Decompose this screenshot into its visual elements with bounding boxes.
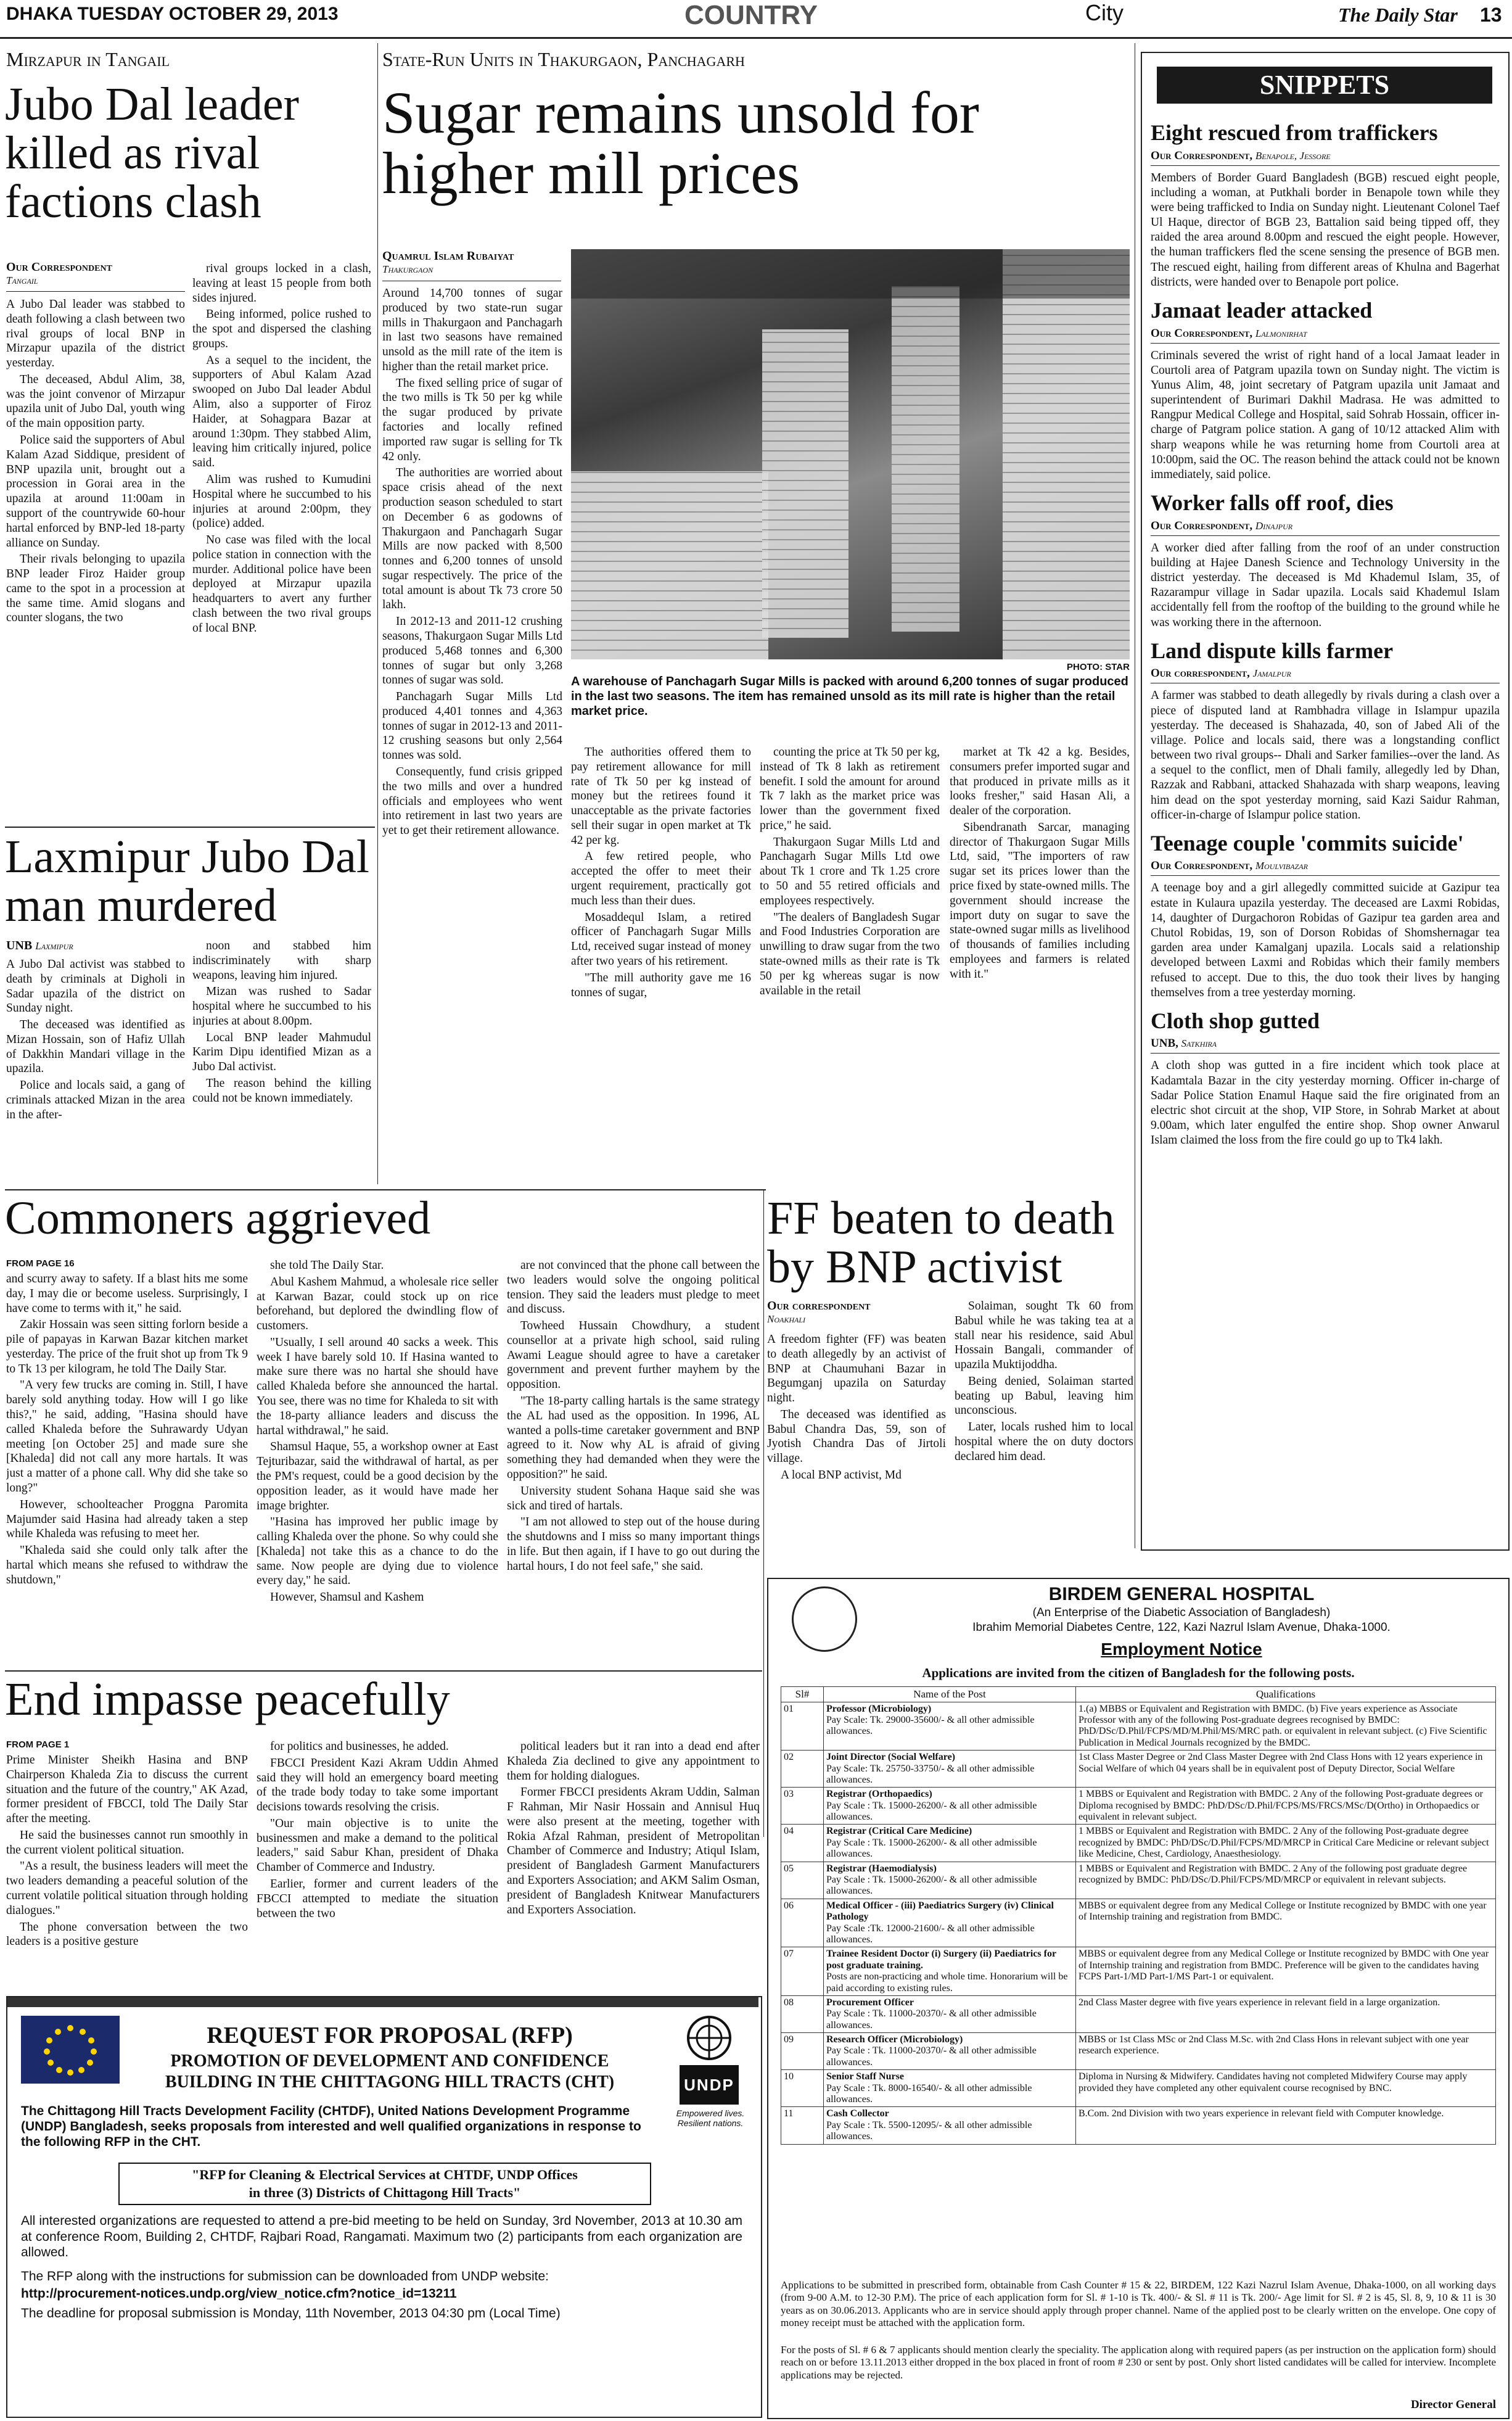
cell-sl: 10 xyxy=(781,2070,824,2107)
birdem-logo-icon xyxy=(792,1586,857,1652)
a4-headline: Commoners aggrieved xyxy=(5,1192,431,1244)
cell-post: Cash Collector Pay Scale : Tk. 5500-12095/- & all other admissible allowances. xyxy=(824,2107,1076,2144)
cell-post: Registrar (Orthopaedics) Pay Scale : Tk. 15000-26200/- & all other admissible allowances. xyxy=(824,1788,1076,1825)
paragraph: Former FBCCI presidents Akram Uddin, Salman F Rahman, Mir Nasir Hossain and Annisul Huq were also present at the meeting, together with Rokia Afzal Rahman, president of Metropolitan Chamber of Commerce and Industry; Atiqul Islam, president of Bangladesh Garment Manufacturers and Exporters Association; and AKM Salim Osman, president of Bangladesh Knitwear Manufacturers and Exporters Association. xyxy=(507,1786,760,1916)
snippet-byline: Our Correspondent, Moulvibazar xyxy=(1151,859,1308,873)
paragraph: Prime Minister Sheikh Hasina and BNP Chairperson Khaleda Zia to discuss the current situation and the future of the country," AK Azad, former president of FBCCI, told The Daily Star after the meeting. xyxy=(6,1754,248,1826)
table-row xyxy=(781,1702,1496,1751)
birdem-posts-table xyxy=(781,1686,1496,2145)
paragraph: A Jubo Dal leader was stabbed to death following a clash between two rival groups of local BNP in Mirzapur upazila of the district yesterday. xyxy=(6,298,185,370)
a3-byline: Quamrul Islam Rubaiyat Thakurgaon xyxy=(382,249,514,275)
paragraph: Zakir Hossain was seen sitting forlorn beside a pile of papayas in Karwan Bazar kitchen market yesterday. The price of the fruit shot up from Tk 9 to Tk 13 per kilogram, he told The Daily Star. xyxy=(6,1318,248,1375)
a1-column-1 xyxy=(6,297,185,822)
cell-qual: MBBS or equivalent degree from any Medical College or Institute recognized by BMDC with One year of Internship training and registration from BMDC. Preference will be given to the candidates having FCPS Part-1/MD Part-1/MS Part-1 or equivalent. xyxy=(1076,1947,1496,1996)
table-row xyxy=(781,1788,1496,1825)
snippet-title: Eight rescued from traffickers xyxy=(1151,121,1438,145)
birdem-sub2: Ibrahim Memorial Diabetes Centre, 122, Kazi Nazrul Islam Avenue, Dhaka-1000. xyxy=(972,1621,1391,1634)
page-number: 13 xyxy=(1480,4,1502,26)
paragraph: counting the price at Tk 50 per kg, instead of Tk 8 lakh as retirement benefit. I sold the amount for around Tk 7 lakh as the market price was lower than the government fixed price," he said. xyxy=(760,746,940,832)
a1-headline: Jubo Dal leader killed as rival factions clash xyxy=(5,78,299,228)
paragraph: and scurry away to safety. If a blast hits me some day, I may die or become useless. Surprisingly, I have come to terms with it," he said. xyxy=(6,1272,248,1315)
cell-qual: B.Com. 2nd Division with two years experience in relevant field with Computer knowledge. xyxy=(1076,2107,1496,2144)
cell-sl: 05 xyxy=(781,1862,824,1899)
cell-post: Registrar (Critical Care Medicine) Pay Scale : Tk. 15000-26200/- & all other admissible allowances. xyxy=(824,1825,1076,1862)
a3-column-2 xyxy=(571,745,751,1186)
a1-byline: Our Correspondent Tangail xyxy=(6,260,112,286)
paragraph: are not convinced that the phone call between the two leaders would solve the ongoing political tension. They said the leaders must pledge to meet and discuss. xyxy=(507,1259,760,1316)
snippet-item xyxy=(1151,831,1500,1000)
cell-sl: 09 xyxy=(781,2033,824,2070)
paragraph: However, Shamsul and Kashem xyxy=(270,1591,424,1604)
snippet-title: Land dispute kills farmer xyxy=(1151,638,1394,663)
birdem-intro: Applications are invited from the citizen of Bangladesh for the following posts. xyxy=(922,1665,1355,1680)
cell-qual: 1 MBBS or Equivalent and Registration with BMDC. 2 Any of the following Post-graduate degrees or Diploma recognised by BMDC: PhD/DSc/D.Phil/FCPS/MS/FRCS/MSc/D(Ortho) in Orthopaedics or equivalent in relevant subject. xyxy=(1076,1788,1496,1825)
paragraph: "Usually, I sell around 40 sacks a week. This week I have barely sold 10. If Hasina wanted to make sure there was no hartal she should have called Khaleda before she announced the hartal. You see, there was no time for Khaleda to sit with the 18-party alliance leaders and discuss the hartal withdrawal," he said. xyxy=(257,1335,498,1437)
cell-qual: 1.(a) MBBS or Equivalent and Registration with BMDC. (b) Five years experience as Associate Professor with any of the following Post-graduate degrees recognised by BMDC: PhD/DSc/D.Phil/FCPS/MD/M.Phil/MS/MRC path. or equivalent in relevant subject. (c) Five Scientific Publication in Medical Journals recognized by the BMDC. xyxy=(1076,1702,1496,1751)
paragraph: A few retired people, who accepted the offer to meet their urgent requirement, practically got much less than their dues. xyxy=(571,850,751,907)
snippets-list xyxy=(1151,121,1500,1543)
a2-column-1 xyxy=(6,957,185,1186)
cell-post: Trainee Resident Doctor (i) Surgery (ii) Paediatrics for post graduate training. Posts are non-practicing and whole time. Honorarium will be paid according to existing rules. xyxy=(824,1947,1076,1996)
cell-sl: 02 xyxy=(781,1751,824,1788)
masthead xyxy=(0,0,1512,39)
snippet-item xyxy=(1151,121,1500,290)
rfp-intro: The Chittagong Hill Tracts Development Facility (CHTDF), United Nations Development Programme (UNDP) Bangladesh, seeks proposals from interested and well qualified organizations in response to the following RFP in the CHT. xyxy=(21,2104,641,2150)
snippet-byline: Our Correspondent, Lalmonirhat xyxy=(1151,326,1307,340)
paragraph: "The mill authority gave me 16 tonnes of sugar, xyxy=(571,971,751,999)
eu-flag-icon xyxy=(21,2016,120,2084)
rfp-pre-bid: All interested organizations are requested to attend a pre-bid meeting to be held on Sunday, 3rd November, 2013 at 10.30 am at conference Room, Building 2, CHTDF, Rajbari Road, Rangamati. Maximum two (2) participants from each organization are allowed. xyxy=(21,2214,742,2260)
snippet-text: A cloth shop was gutted in a fire incident which took place at Kadamtala Bazar in the city yesterday morning. Officer in-charge of Sadar Police Station Enamul Haque said the fire originated from an electric shot circuit at the shop, VIP Store, in Sohrab Market at about 9.00am, which later engulfed the entire shop. Shop owner Anwarul Islam claimed the loss from the fire could go up to Tk4 lakh. xyxy=(1151,1059,1500,1147)
cell-qual: MBBS or 1st Class MSc or 2nd Class M.Sc. with 2nd Class Hons in relevant subject with one year research experience. xyxy=(1076,2033,1496,2070)
paragraph: Around 14,700 tonnes of sugar produced by two state-run sugar mills in Thakurgaon and Panchagarh in last two seasons have remained unsold as the mill rate of the item is higher than the retail market price. xyxy=(382,287,562,373)
a4-column-2 xyxy=(257,1258,498,1667)
snippet-title: Cloth shop gutted xyxy=(1151,1008,1320,1033)
paragraph: The phone conversation between the two leaders is a positive gesture xyxy=(6,1920,248,1949)
table-row xyxy=(781,2107,1496,2144)
snippet-text: A farmer was stabbed to death allegedly by rivals during a clash over a piece of disputed land at Rambhadra village in Islampur upazila yesterday. The deceased is Shahazada, 40, son of Jabed Ali of the village. Police and locals said, there was a longstanding conflict between two rival groups-- Dhali and Sarker families--over the land. As a sequel to the conflict, men of Dhali family, allegedly led by Dhan, Razzak and Rabbani, attacked Shahazada with sharp weapons, leaving him dead on the spot yesterday morning, said Kazi Saidur Rahman, officer-in-charge of Islampur police station. xyxy=(1151,689,1500,822)
a6-column-1 xyxy=(6,1753,248,1994)
snippet-text: A worker died after falling from the roof of an under construction building at Hajee Danesh Science and Technology University in the district yesterday. The deceased is Md Khademul Islam, 35, of Razarampur village in Sadar upazila. Locals said Khademul Islam accidentally fell from the rooftop of the building to the ground while he was working there in the afternoon. xyxy=(1151,541,1500,629)
sugar-warehouse-photo xyxy=(571,249,1130,659)
cell-post: Registrar (Haemodialysis) Pay Scale : Tk. 15000-26200/- & all other admissible allowances. xyxy=(824,1862,1076,1899)
paragraph: "The dealers of Bangladesh Sugar and Food Industries Corporation are unwilling to draw sugar from the two state-owned mills as their rate is Tk 50 per kg whereas sugar is now available in the retail xyxy=(760,910,940,997)
table-row xyxy=(781,2033,1496,2070)
snippet-byline: Our correspondent, Jamalpur xyxy=(1151,667,1291,680)
snippet-item xyxy=(1151,639,1500,823)
paragraph: A freedom fighter (FF) was beaten to death allegedly by an activist of BNP at Chaumuhani Bazar in Begumganj upazila on Saturday night. xyxy=(767,1333,946,1405)
section-name: COUNTRY xyxy=(684,0,818,30)
a5-column-1 xyxy=(767,1332,946,1573)
paragraph: "Our main objective is to unite the businessmen and make a demand to the political leaders," said Sabur Khan, president of Dhaka Chamber of Commerce and Industry. xyxy=(257,1817,498,1875)
snippet-item xyxy=(1151,491,1500,630)
issue-date: DHAKA TUESDAY OCTOBER 29, 2013 xyxy=(6,4,339,24)
newspaper-logo: The Daily Star xyxy=(1338,4,1458,26)
table-row xyxy=(781,1862,1496,1899)
photo-credit: PHOTO: STAR xyxy=(1067,662,1130,672)
snippet-item xyxy=(1151,299,1500,482)
paragraph: "As a result, the business leaders will meet the two leaders demanding a peaceful solution of the current volatile political situation through holding dialogues." xyxy=(6,1860,248,1917)
rfp-subtitle-2: BUILDING IN THE CHITTAGONG HILL TRACTS (CHT) xyxy=(165,2072,615,2092)
table-row xyxy=(781,1995,1496,2032)
paragraph: University student Sohana Haque said she was sick and tired of hartals. xyxy=(507,1484,760,1512)
table-row xyxy=(781,1947,1496,1996)
cell-qual: MBBS or equivalent degree from any Medical College or Institute recognized by BMDC with one year of Internship training and registration from BMDC. xyxy=(1076,1899,1496,1947)
paragraph: Shamsul Haque, 55, a workshop owner at East Tejturibazar, said the withdrawal of hartal, as per the PM's request, could be a good decision by the opposition leader, as it would have made her image brighter. xyxy=(257,1440,498,1512)
paragraph: Abul Kashem Mahmud, a wholesale rice seller at Karwan Bazar, could stock up on rice beforehand, but deplored the dwindling flow of customers. xyxy=(257,1275,498,1333)
paragraph: In 2012-13 and 2011-12 crushing seasons, Thakurgaon Sugar Mills Ltd produced 5,468 tonnes and 6,300 tonnes of sugar but only 3,268 tonnes of sugar was sold. xyxy=(382,615,562,687)
a3-column-4 xyxy=(950,745,1130,1186)
paragraph: "I am not allowed to step out of the house during the shutdowns and I miss so many important things in life. But then again, if I have to go out during the hartal hours, I do not feel safe," she said. xyxy=(507,1516,760,1573)
paragraph: As a sequel to the incident, the supporters of Abul Kalam Azad swooped on Jubo Dal leader Abdul Alim, also a supporter of Firoz Haider, at Sohagpara Bazar at around 1:30pm. They stabbed Alim, leaving him critically injured, police said. xyxy=(192,353,371,470)
paragraph: No case was filed with the local police station in connection with the murder. Additional police have been deployed at Mirzapur upazila headquarters to avert any further clash between the two rival groups of local BNP. xyxy=(192,534,371,635)
cell-qual: 2nd Class Master degree with five years experience in relevant field in a large organization. xyxy=(1076,1995,1496,2032)
paragraph: Consequently, fund crisis gripped the two mills and over a hundred officials and employees who went into retirement in last two years are yet to get their retirement allowance. xyxy=(382,765,562,838)
paragraph: The authorities offered them to pay retirement allowance for mill rate of Tk 50 per kg instead of money but the retirees found it unacceptable as the private factories sell their sugar in open market at Tk 42 per kg. xyxy=(571,746,751,847)
a2-column-2 xyxy=(192,939,371,1186)
paragraph: Police said the supporters of Abul Kalam Azad Siddique, president of BNP upazila unit, brought out a procession in Gorai area in the upazila at around 11:00am in support of the countrywide 60-hour hartal enforced by BNP-led 18-party alliance on Sunday. xyxy=(6,434,185,550)
paragraph: Police and locals said, a gang of criminals attacked Mizan in the area in the after- xyxy=(6,1079,185,1121)
a6-column-3 xyxy=(507,1739,760,1994)
snippet-title: Jamaat leader attacked xyxy=(1151,297,1373,323)
birdem-sub1: (An Enterprise of the Diabetic Association of Bangladesh) xyxy=(1032,1606,1331,1619)
a2-byline: UNB Laxmipur xyxy=(6,939,73,952)
paragraph: Later, locals rushed him to local hospital where the on duty doctors declared him dead. xyxy=(955,1421,1133,1463)
birdem-footer-2: For the posts of Sl. # 6 & 7 applicants should mention clearly the speciality. The application along with required papers (as per instruction on the application form) should reach on or before 13.11.2013 either dropped in the box placed in front of room # 230 or sent by post. Only short listed candidates will be called for interview. Incomplete applications may be rejected. xyxy=(781,2344,1496,2381)
rfp-download-note: The RFP along with the instructions for submission can be downloaded from UNDP website: xyxy=(21,2269,549,2283)
paragraph: she told The Daily Star. xyxy=(270,1259,384,1272)
a6-headline: End impasse peacefully xyxy=(5,1673,450,1725)
un-emblem-icon xyxy=(680,2013,739,2063)
a4-column-1 xyxy=(6,1272,248,1667)
paragraph: He said the businesses cannot run smoothly in the current violent political situation. xyxy=(6,1828,248,1857)
rfp-advert xyxy=(6,1996,762,2418)
cell-sl: 04 xyxy=(781,1825,824,1862)
paragraph: Their rivals belonging to upazila BNP leader Firoz Haider group came to the spot in a procession at the same time. Amid slogans and counter slogans, the two xyxy=(6,553,185,625)
paragraph: Solaiman, sought Tk 60 from Babul while he was taking tea at a stall near his residence, said Abul Hossain Bangali, commander of upazila Muktijoddha. xyxy=(955,1300,1133,1372)
birdem-signature: Director General xyxy=(1410,2398,1496,2411)
table-row xyxy=(781,1899,1496,1947)
paragraph: The fixed selling price of sugar of the two mills is Tk 50 per kg while the sugar produced by private factories and locally refined imported raw sugar is selling for Tk 42 only. xyxy=(382,376,562,463)
cell-post: Research Officer (Microbiology) Pay Scale : Tk. 11000-20370/- & all other admissible allowances. xyxy=(824,2033,1076,2070)
birdem-notice: Employment Notice xyxy=(1101,1639,1262,1659)
table-row xyxy=(781,1825,1496,1862)
paragraph: The reason behind the killing could not be known immediately. xyxy=(192,1077,371,1105)
a3-column-1 xyxy=(382,286,562,1186)
rfp-title: REQUEST FOR PROPOSAL (RFP) xyxy=(207,2023,573,2048)
paragraph: rival groups locked in a clash, leaving at least 15 people from both sides injured. xyxy=(192,262,371,305)
birdem-advert xyxy=(767,1578,1510,2419)
paragraph: Sibendranath Sarcar, managing director of Thakurgaon Sugar Mills Ltd, said, "The importers of raw sugar set its prices lower than the price fixed by state-owned mills. The government should increase the import duty on sugar to save the state-owned sugar mills as livelihood of thousands of families including employees and farmers is related with it." xyxy=(950,820,1130,981)
snippet-byline: Our Correspondent, Benapole, Jessore xyxy=(1151,149,1331,162)
table-row xyxy=(781,2070,1496,2107)
cell-sl: 08 xyxy=(781,1995,824,2032)
birdem-footer-1: Applications to be submitted in prescribed form, obtainable from Cash Counter # 15 & 22, BIRDEM, 122 Kazi Nazrul Islam Avenue, Dhaka-1000, on all working days (from 9-00 A.M. to 12-30 P.M). The price of each application form for Sl. # 1-10 is Tk. 400/- & Sl. # 11 is Tk. 200/- Age limit for Sl. # 2 is 45, Sl. 8, 9, 10 & 11 is 30 years as on 30.06.2013. Applicants who are in service should apply through proper channel. Name of the applied post to be clearly written on the envelope. One copy of money receipt must be attached with the application form. xyxy=(781,2279,1496,2329)
cell-sl: 07 xyxy=(781,1947,824,1996)
a5-headline: FF beaten to death by BNP activist xyxy=(767,1192,1115,1293)
cell-qual: 1 MBBS or Equivalent and Registration with BMDC. 2 Any of the following Post-graduate degree recognized by BMDC: PhD/DSc/D.Phil/FCPS/MD/MRCP in Critical Care Medicine or relevant subject like Medicine, Chest, Cardiology, Anaesthesiology. xyxy=(1076,1825,1496,1862)
cell-sl: 11 xyxy=(781,2107,824,2144)
cell-sl: 01 xyxy=(781,1702,824,1751)
a3-column-3 xyxy=(760,745,940,1186)
rfp-link[interactable]: http://procurement-notices.undp.org/view_notice.cfm?notice_id=13211 xyxy=(21,2287,457,2301)
snippet-item xyxy=(1151,1009,1500,1149)
snippets-header: SNIPPETS xyxy=(1157,67,1492,104)
paragraph: Alim was rushed to Kumudini Hospital where he succumbed to his injuries at around 2:00pm, they (police) added. xyxy=(192,472,371,530)
snippet-byline: UNB, Satkhira xyxy=(1151,1037,1217,1050)
paragraph: However, schoolteacher Proggna Paromita Majumder said Hasina had already taken a step while Khaleda was refusing to meet her. xyxy=(6,1498,248,1541)
table-row xyxy=(781,1751,1496,1788)
paragraph: Mosaddequl Islam, a retired officer of Panchagarh Sugar Mills Ltd, received sugar instead of money after two years of his retirement. xyxy=(571,910,751,968)
cell-qual: 1 MBBS or Equivalent and Registration with BMDC. 2 Any of the following post graduate degree recognized by BMDC: PhD/DSc/D.Phil/FCPS/MD/MRCP or equivalent in relevant subjects. xyxy=(1076,1862,1496,1899)
cell-post: Joint Director (Social Welfare) Pay Scale: Tk. 25750-33750/- & all other admissible allowances. xyxy=(824,1751,1076,1788)
a6-column-2 xyxy=(257,1739,498,1994)
col-sl: Sl# xyxy=(781,1687,824,1702)
photo-caption: A warehouse of Panchagarh Sugar Mills is packed with around 6,200 tonnes of sugar produced in the last two seasons. The item has remained unsold as its mill rate is higher than the retail market price. xyxy=(571,675,1128,718)
paragraph: The deceased was identified as Mizan Hossain, son of Hafiz Ullah of Dakkhin Mandari village in the upazila. xyxy=(6,1018,185,1076)
paragraph: "A very few trucks are coming in. Still, I have barely sold anything today. How will I go like this?," he said, adding, "Hasina should have called Khaleda before the Suhrawardy Udyan meeting [on October 25] and made sure she [Khaleda] did not call any more hartals. It was just a matter of a phone call. Why did she take so long?" xyxy=(6,1379,248,1495)
snippet-byline: Our Correspondent, Dinajpur xyxy=(1151,519,1293,532)
paragraph: A local BNP activist, Md xyxy=(781,1469,902,1482)
birdem-title: BIRDEM GENERAL HOSPITAL xyxy=(1048,1584,1315,1604)
snippet-title: Worker falls off roof, dies xyxy=(1151,490,1394,516)
a1-kicker: Mirzapur in Tangail xyxy=(6,48,170,70)
a5-byline: Our correspondent Noakhali xyxy=(767,1299,871,1325)
a4-from-page: FROM PAGE 16 xyxy=(6,1258,75,1269)
cell-post: Medical Officer - (iii) Paediatrics Surgery (iv) Clinical Pathology Pay Scale :Tk. 12000-21600/- & all other admissible allowances. xyxy=(824,1899,1076,1947)
cell-sl: 03 xyxy=(781,1788,824,1825)
paragraph: Local BNP leader Mahmudul Karim Dipu identified Mizan as a Jubo Dal activist. xyxy=(192,1031,371,1074)
birdem-table-wrap xyxy=(781,1686,1496,2145)
paragraph: for politics and businesses, he added. xyxy=(270,1740,449,1753)
rfp-subtitle-1: PROMOTION OF DEVELOPMENT AND CONFIDENCE xyxy=(170,2052,609,2071)
paragraph: Towheed Hussain Chowdhury, a student counsellor at a private high school, said ruling Awami League should agree to have a caretaker government and prevent further mayhem by the opposition. xyxy=(507,1319,760,1392)
rfp-quote-box: "RFP for Cleaning & Electrical Services at CHTDF, UNDP Offices in three (3) Districts of Chittagong Hill Tracts" xyxy=(118,2163,651,2205)
snippet-text: Criminals severed the wrist of right hand of a local Jamaat leader in Courtoli area of Patgram upazila town on Sunday night. The victim is Yunus Alim, 48, joint secretary of Patgram upazila unit Jamaat and superintendent of Burimari Dakhil Madrasa. He was admitted to Rangpur Medical College and Hospital, said Sohrab Hossain, officer in-charge of Patgram police station. A gang of 10/12 attacked Alim with sharp weapons while he was returning home from Courtoli area at 10:00pm, said the OC. The reason behind the attack could not be known immediately, said police. xyxy=(1151,349,1500,481)
paragraph: The deceased was identified as Babul Chandra Das, 59, son of Jyotish Chandra Das of Jirtoli village. xyxy=(767,1408,946,1466)
paragraph: The deceased, Abdul Alim, 38, was the joint convenor of Mirzapur upazila unit of Jubo Dal, youth wing of the main opposition party. xyxy=(6,373,185,431)
cell-post: Professor (Microbiology) Pay Scale: Tk. 29000-35600/- & all other admissible allowances. xyxy=(824,1702,1076,1751)
paragraph: Thakurgaon Sugar Mills Ltd and Panchagarh Sugar Mills Ltd owe about Tk 1 crore and Tk 1.25 crore to 50 and 55 retired officials and employees respectively. xyxy=(760,835,940,907)
col-post: Name of the Post xyxy=(824,1687,1076,1702)
col-qual: Qualifications xyxy=(1076,1687,1496,1702)
paragraph: Panchagarh Sugar Mills Ltd produced 4,401 tonnes and 4,363 tonnes of sugar in 2012-13 and 2011-12 crushing seasons but only 2,564 tonnes was sold. xyxy=(382,690,562,762)
paragraph: market at Tk 42 a kg. Besides, consumers prefer imported sugar and that produced in private mills as it looks fresher," said Hasan Ali, a dealer of the corporation. xyxy=(950,746,1130,818)
paragraph: A Jubo Dal activist was stabbed to death by criminals at Digholi in Sadar upazila of the district on Sunday night. xyxy=(6,958,185,1015)
a3-kicker: State-Run Units in Thakurgaon, Panchagarh xyxy=(382,48,745,70)
cell-post: Procurement Officer Pay Scale : Tk. 11000-20370/- & all other admissible allowances. xyxy=(824,1995,1076,2032)
cell-post: Senior Staff Nurse Pay Scale : Tk. 8000-16540/- & all other admissible allowances. xyxy=(824,2070,1076,2107)
paragraph: "The 18-party calling hartals is the same strategy the AL had used as the opposition. In 1996, AL wanted a polls-time caretaker government and BNP agreed to it. Now why AL is afraid of giving something they had demanded when they were the opposition?" he said. xyxy=(507,1395,760,1481)
a5-column-2 xyxy=(955,1299,1133,1573)
paragraph: political leaders but it ran into a dead end after Khaleda Zia declined to give any appointment to them for holding dialogues. xyxy=(507,1740,760,1783)
a4-column-3 xyxy=(507,1258,760,1667)
cell-sl: 06 xyxy=(781,1899,824,1947)
snippet-title: Teenage couple 'commits suicide' xyxy=(1151,830,1464,856)
paragraph: noon and stabbed him indiscriminately with sharp weapons, leaving him injured. xyxy=(192,939,371,982)
cell-qual: Diploma in Nursing & Midwifery. Candidates having not completed Midwifery Course may apply provided they have completed any other equivalent course recognised by BNC. xyxy=(1076,2070,1496,2107)
a6-from-page: FROM PAGE 1 xyxy=(6,1739,70,1750)
undp-tagline: Empowered lives. Resilient nations. xyxy=(676,2108,745,2128)
snippet-text: Members of Border Guard Bangladesh (BGB) rescued eight people, including a woman, at Putkhali border in Benapole town while they were being trafficked to India on Sunday night. Lieutenant Colonel Taef Ul Haque, director of BGB 23, Battalion said being tipped off, they raided the area around 8.00pm and rescued the eight people. However, the human traffickers fled the scene sensing the presence of BGB men. The rescued eight, hailing from different areas of Khulna and Bagerhat districts, were handed over to Benapole port police. xyxy=(1151,171,1500,289)
paragraph: Being informed, police rushed to the spot and dispersed the clashing groups. xyxy=(192,308,371,350)
paragraph: The authorities are worried about space crisis ahead of the next production season scheduled to start on December 6 as godowns of Thakurgaon and Panchagarh Sugar Mills are now packed with 8,500 tonnes and 6,200 tonnes of unsold sugar respectively. The price of the total amount is about Tk 73 crore 50 lakh. xyxy=(382,466,562,612)
a3-headline: Sugar remains unsold for higher mill prices xyxy=(382,80,979,206)
paragraph: Earlier, former and current leaders of the FBCCI attempted to mediate the situation between the two xyxy=(257,1878,498,1920)
undp-logo: UNDP xyxy=(680,2065,739,2105)
snippets-box xyxy=(1141,52,1510,1551)
snippet-text: A teenage boy and a girl allegedly committed suicide at Gazipur tea estate in Kulaura upazila yesterday. The deceased are Laxmi Robidas, 14, daughter of Durgachoron Robidas of Gazipur tea garden area and Chutol Robidas, 19, son of Dorson Robidas of Shomshernagar tea garden area under Kamalganj upazila. Locals said a relationship developed between Laxmi and Robidas which their family members refused to accept. Due to this, the duo took their lives by hanging themselves from a tree yesterday morning. xyxy=(1151,881,1500,999)
paragraph: FBCCI President Kazi Akram Uddin Ahmed said they will hold an emergency board meeting of the trade body today to take some important decisions towards resolving the crisis. xyxy=(257,1756,498,1814)
a2-headline: Laxmipur Jubo Dal man murdered xyxy=(5,831,370,932)
rfp-deadline: The deadline for proposal submission is Monday, 11th November, 2013 04:30 pm (Local Time) xyxy=(21,2306,561,2320)
paragraph: Being denied, Solaiman started beating up Babul, leaving him unconscious. xyxy=(955,1374,1133,1417)
paragraph: "Hasina has improved her public image by calling Khaleda over the phone. So why could she [Khaleda] not take this as a chance to do the same. Now people are dying due to violence every day," he said. xyxy=(257,1516,498,1588)
paragraph: "Khaleda said she could only talk after the hartal which means she refused to withdraw the shutdown," xyxy=(6,1544,248,1586)
paragraph: Mizan was rushed to Sadar hospital where he succumbed to his injuries at about 8.00pm. xyxy=(192,985,371,1028)
city-label: City xyxy=(1085,0,1124,25)
cell-qual: 1st Class Master Degree or 2nd Class Master Degree with 2nd Class Hons with 12 years experience in Social Welfare of which 04 years shall be in equivalent post of Deputy Director, Social Welfare xyxy=(1076,1751,1496,1788)
a1-column-2 xyxy=(192,262,371,822)
